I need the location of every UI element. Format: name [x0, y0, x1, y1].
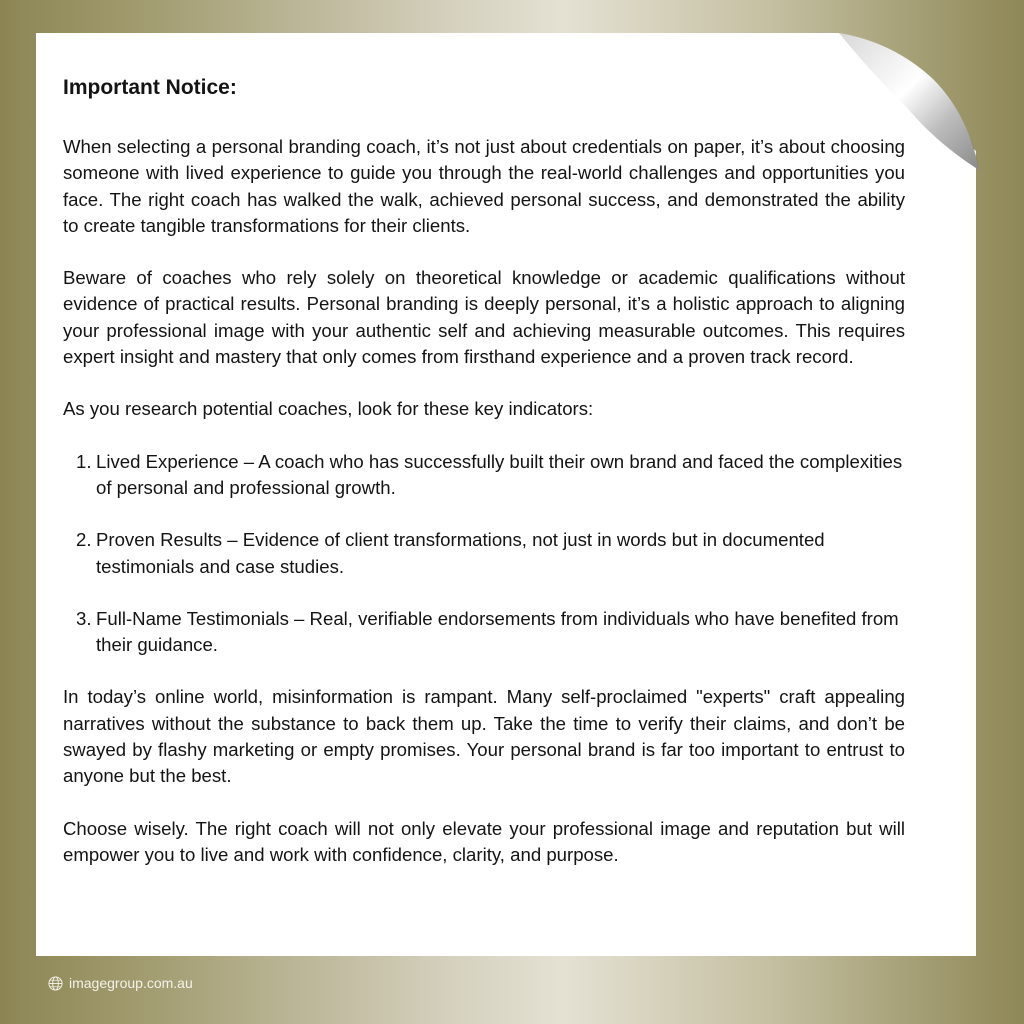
list-item-text: Full-Name Testimonials – Real, verifiable endorsements from individuals who have benefited from their guidance.	[96, 607, 899, 656]
list-item-number: 3.	[76, 607, 92, 629]
indicators-list	[63, 449, 905, 659]
notice-content	[63, 70, 905, 894]
paragraph-misinformation: In today’s online world, misinformation is rampant. Many self-proclaimed "experts" craft appealing narratives without the substance to back them up. Take the time to verify their claims, and don’t be swayed by flashy marketing or empty promises. Your personal brand is far too important to entrust to anyone but the best.	[63, 686, 905, 787]
list-item-text: Proven Results – Evidence of client transformations, not just in words but in documented testimonials and case studies.	[96, 529, 825, 577]
list-item-text: Lived Experience – A coach who has successfully built their own brand and faced the complexities of personal and professional growth.	[96, 450, 903, 498]
paragraph-beware: Beware of coaches who rely solely on theoretical knowledge or academic qualifications without evidence of practical results. Personal branding is deeply personal, it’s a holistic approach to aligning your professional image with your authentic self and achieving measurable outcomes. This requires expert insight and mastery that only comes from firsthand experience and a proven track record.	[63, 267, 905, 368]
paragraph-credentials: When selecting a personal branding coach, it’s not just about credentials on paper, it’s about choosing someone with lived experience to guide you through the real-world challenges and opportunities you face. The right coach has walked the walk, achieved personal success, and demonstrated the ability to create tangible transformations for their clients.	[63, 136, 905, 236]
list-item	[63, 606, 905, 659]
list-item-number: 2.	[76, 529, 92, 551]
footer	[48, 975, 193, 991]
indicators-intro: As you research potential coaches, look for these key indicators:	[63, 398, 594, 420]
list-item	[63, 449, 905, 502]
paragraph-choose-wisely: Choose wisely. The right coach will not only elevate your professional image and reputation but will empower you to live and work with confidence, clarity, and purpose.	[63, 817, 905, 865]
list-item-number: 1.	[76, 450, 92, 472]
website-link[interactable]: imagegroup.com.au	[69, 975, 193, 991]
globe-icon	[48, 976, 63, 991]
list-item	[63, 527, 905, 580]
notice-title: Important Notice:	[63, 76, 237, 99]
